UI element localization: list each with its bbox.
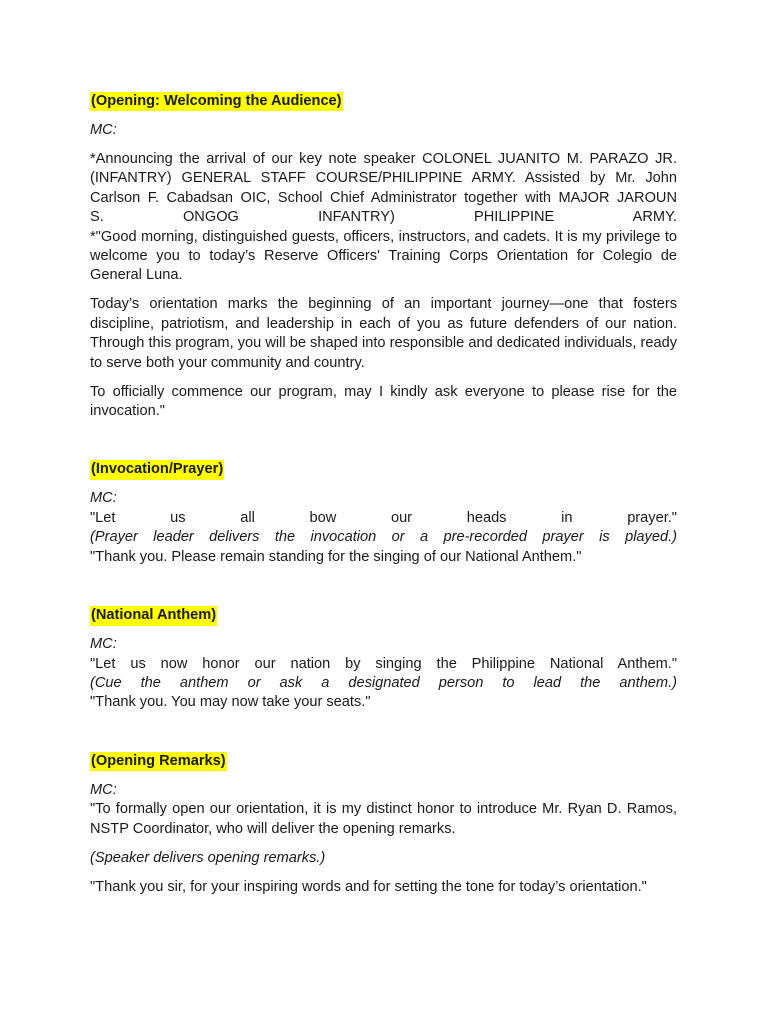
document-page: [90, 92, 677, 897]
section-heading: (National Anthem): [90, 606, 217, 625]
stage-direction: (Prayer leader delivers the invocation or a pre-recorded prayer is played.): [90, 529, 677, 546]
body-paragraph: Today’s orientation marks the beginning of an important journey—one that fosters discipline, patriotism, and leadership in each of you as future defenders of our nation. Through this program, you will be shaped into responsible and dedicated individuals, ready to serve both your community and country.: [90, 296, 677, 371]
mc-label: MC:: [90, 636, 117, 653]
mc-label: MC:: [90, 490, 117, 507]
script-line: "To formally open our orientation, it is my distinct honor to introduce Mr. Ryan D. Ramos, NSTP Coordinator, who will deliver the opening remarks.: [90, 801, 677, 837]
section-heading: (Opening: Welcoming the Audience): [90, 92, 343, 111]
script-line: "Thank you. Please remain standing for the singing of our National Anthem.": [90, 548, 582, 565]
announcement-line: *Announcing the arrival of our key note speaker COLONEL JUANITO M. PARAZO JR.: [90, 151, 677, 167]
announcement-line: (INFANTRY) GENERAL STAFF COURSE/PHILIPPINE ARMY. Assisted by Mr. John: [90, 170, 677, 187]
announcement-line: S. ONGOG INFANTRY) PHILIPPINE ARMY.: [90, 209, 677, 226]
section-national-anthem: [90, 606, 677, 713]
section-invocation: [90, 460, 677, 567]
section-heading: (Invocation/Prayer): [90, 460, 224, 479]
stage-direction: (Speaker delivers opening remarks.): [90, 849, 326, 866]
body-paragraph: To officially commence our program, may I kindly ask everyone to please rise for the invocation.": [90, 383, 677, 420]
mc-label: MC:: [90, 781, 117, 798]
script-line: "Let us now honor our nation by singing the Philippine National Anthem.": [90, 655, 677, 672]
script-line: "Thank you sir, for your inspiring words and for setting the tone for today’s orientation.": [90, 878, 647, 895]
mc-label: MC:: [90, 122, 117, 138]
announcement-line: Carlson F. Cabadsan OIC, School Chief Administrator together with MAJOR JAROUN: [90, 189, 677, 206]
script-line: "Let us all bow our heads in prayer.": [90, 509, 677, 526]
announcement-block: [90, 150, 677, 286]
script-line: "Thank you. You may now take your seats.": [90, 694, 371, 711]
section-heading: (Opening Remarks): [90, 752, 227, 771]
section-opening-remarks: [90, 752, 677, 897]
stage-direction: (Cue the anthem or ask a designated person to lead the anthem.): [90, 674, 677, 691]
section-opening: [90, 92, 677, 421]
greeting-paragraph: *"Good morning, distinguished guests, officers, instructors, and cadets. It is my privilege to welcome you to today’s Reserve Officers' Training Corps Orientation for Colegio de General Luna.: [90, 228, 677, 284]
